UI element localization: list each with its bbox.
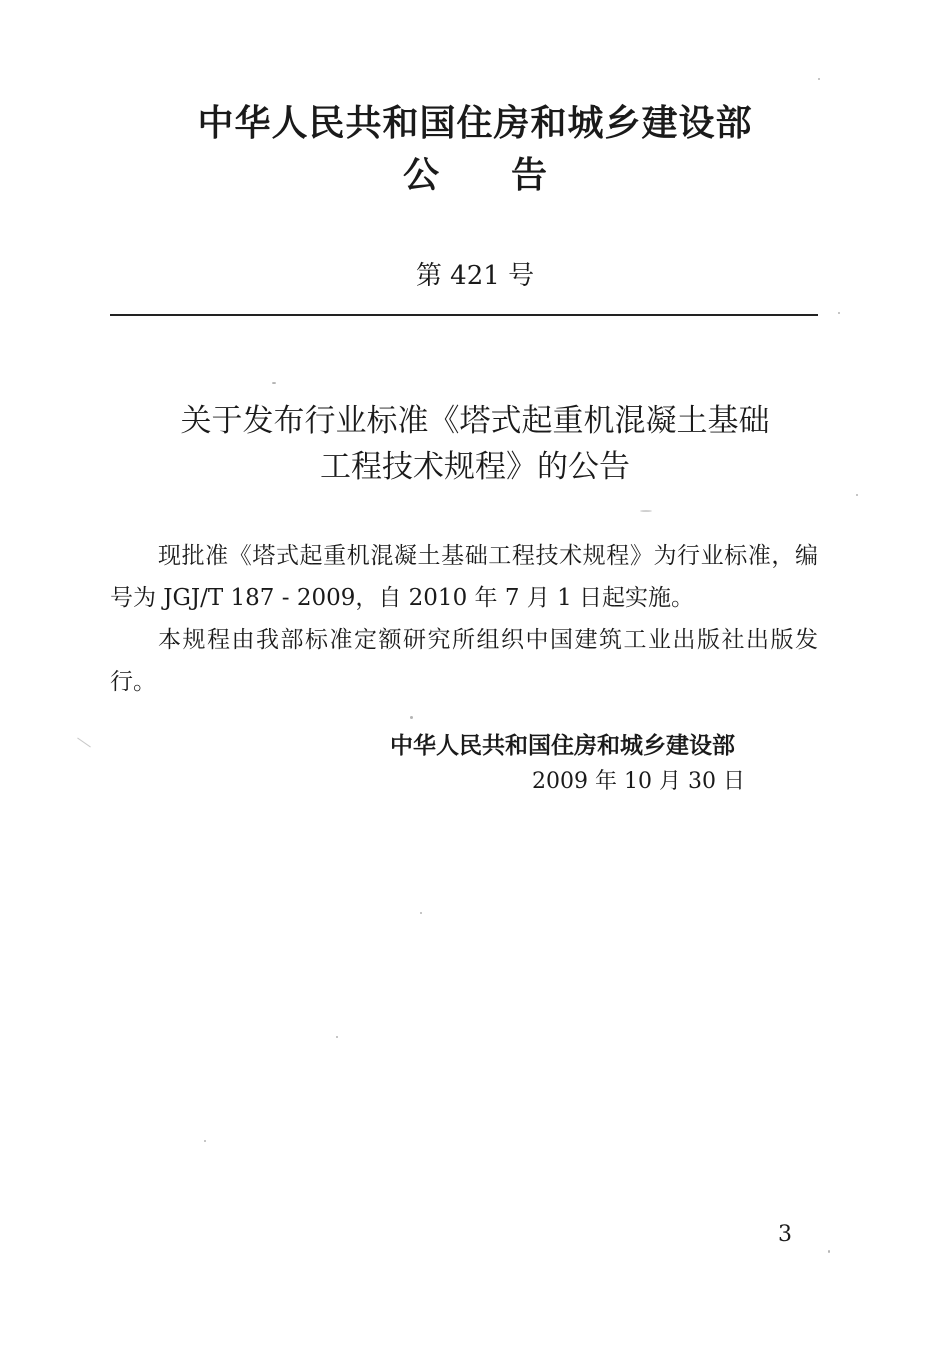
issue-number: 第 421 号 [415,261,535,291]
document-body [110,535,818,703]
announcement-label: 公告 [402,155,619,196]
issuer-signature: 中华人民共和国住房和城乡建设部 [390,733,735,759]
body-paragraph-publication: 本规程由我部标准定额研究所组织中国建筑工业出版社出版发行。 [110,627,818,695]
document-title [0,398,950,490]
document-title-line-2: 工程技术规程》的公告 [320,449,630,485]
issue-date: 2009 年 10 月 30 日 [532,769,745,794]
body-paragraph-approval: 现批准《塔式起重机混凝土基础工程技术规程》为行业标准，编号为 JGJ/T 187 - 2009，自 2010 年 7 月 1 日起实施。 [110,543,818,611]
document-title-line-1: 关于发布行业标准《塔式起重机混凝土基础 [180,403,770,439]
page-number: 3 [778,1222,792,1247]
ministry-title: 中华人民共和国住房和城乡建设部 [197,103,753,144]
header-divider [110,314,818,316]
